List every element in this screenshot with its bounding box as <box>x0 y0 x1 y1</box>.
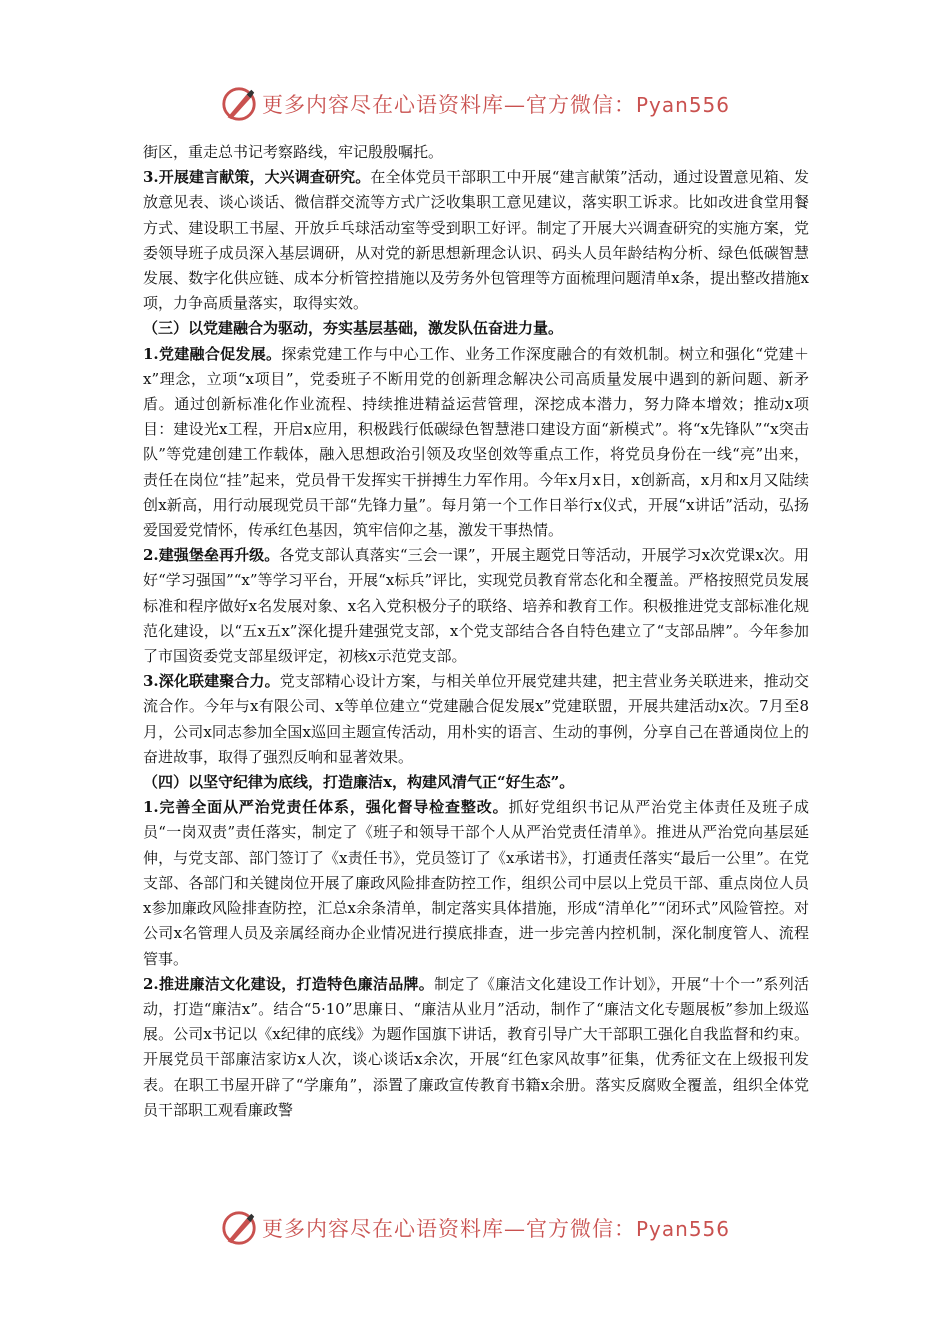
paragraph: 3.深化联建聚合力。党支部精心设计方案，与相关单位开展党建共建，把主营业务关联进来，推动交流合作。今年与x有限公司、x等单位建立“党建融合促发展x”党建联盟，开展共建活动x次。7月至8月，公司x同志参加全国x巡回主题宣传活动，用朴实的语言、生动的事例，分享自己在普通岗位上的奋进故事，取得了强烈反响和显著效果。 <box>143 672 809 766</box>
document-body <box>143 140 809 1123</box>
paragraph: 1.党建融合促发展。探索党建工作与中心工作、业务工作深度融合的有效机制。树立和强化“党建＋x”理念，立项“x项目”，党委班子不断用党的创新理念解决公司高质量发展中遇到的新问题、新矛盾。通过创新标准化作业流程、持续推进精益运营管理，深挖成本潜力，努力降本增效；推动x项目：建设光x工程，开启x应用，积极践行低碳绿色智慧港口建设方面“新模式”。将“x先锋队”“x突击队”等党建创建工作载体，融入思想政治引领及攻坚创效等重点工作，将党员身份在一线“亮”出来，责任在岗位“挂”起来，党员骨干发挥实干拼搏生力军作用。今年x月x日，x创新高，x月和x月又陆续创x新高，用行动展现党员干部“先锋力量”。每月第一个工作日举行x仪式，开展“x讲话”活动，弘扬爱国爱党情怀，传承红色基因，筑牢信仰之基，激发干事热情。 <box>143 344 809 540</box>
banner-text: 更多内容尽在心语资料库—官方微信：Pyan556 <box>261 93 730 117</box>
pen-logo-icon <box>220 85 258 123</box>
section-heading: （三）以党建融合为驱动，夯实基层基础，激发队伍奋进力量。 <box>143 319 564 338</box>
footer-watermark-banner <box>0 1208 950 1248</box>
paragraph: 2.推进廉洁文化建设，打造特色廉洁品牌。制定了《廉洁文化建设工作计划》，开展“十个一”系列活动，打造“廉洁x”。结合“5·10”思廉日、“廉洁从业月”活动，制作了“廉洁文化专题展板”参加上级巡展。公司x书记以《x纪律的底线》为题作国旗下讲话，教育引导广大干部职工强化自我监督和约束。开展党员干部廉洁家访x人次，谈心谈话x余次，开展“红色家风故事”征集，优秀征文在上级报刊发表。在职工书屋开辟了“学廉角”，添置了廉政宣传教育书籍x余册。落实反腐败全覆盖，组织全体党员干部职工观看廉政警 <box>143 974 809 1119</box>
section-heading: （四）以坚守纪律为底线，打造廉洁x，构建风清气正“好生态”。 <box>143 773 575 792</box>
paragraph: 2.建强堡垒再升级。各党支部认真落实“三会一课”，开展主题党日等活动，开展学习x次党课x次。用好“学习强国”“x”等学习平台，开展“x标兵”评比，实现党员教育常态化和全覆盖。严格按照党员发展标准和程序做好x名发展对象、x名入党积极分子的联络、培养和教育工作。积极推进党支部标准化规范化建设，以“五x五x”深化提升建强党支部，x个党支部结合各自特色建立了“支部品牌”。今年参加了市国资委党支部星级评定，初核x示范党支部。 <box>143 546 809 666</box>
paragraph: 3.开展建言献策，大兴调查研究。在全体党员干部职工中开展“建言献策”活动，通过设置意见箱、发放意见表、谈心谈话、微信群交流等方式广泛收集职工意见建议，落实职工诉求。比如改进食堂用餐方式、建设职工书屋、开放乒乓球活动室等受到职工好评。制定了开展大兴调查研究的实施方案，党委领导班子成员深入基层调研，从对党的新思想新理念认识、码头人员年龄结构分析、绿色低碳智慧发展、数字化供应链、成本分析管控措施以及劳务外包管理等方面梳理问题清单x条，提出整改措施x项，力争高质量落实，取得实效。 <box>143 168 810 313</box>
header-watermark-banner <box>0 84 950 124</box>
banner-text: 更多内容尽在心语资料库—官方微信：Pyan556 <box>261 1217 730 1241</box>
paragraph: 1.完善全面从严治党责任体系，强化督导检查整改。抓好党组织书记从严治党主体责任及班子成员“一岗双责”责任落实，制定了《班子和领导干部个人从严治党责任清单》。推进从严治党向基层延伸，与党支部、部门签订了《x责任书》，党员签订了《x承诺书》，打通责任落实“最后一公里”。在党支部、各部门和关键岗位开展了廉政风险排查防控工作，组织公司中层以上党员干部、重点岗位人员x参加廉政风险排查防控，汇总x余条清单，制定落实具体措施，形成“清单化”“闭环式”风险管控。对公司x名管理人员及亲属经商办企业情况进行摸底排查，进一步完善内控机制，深化制度管人、流程管事。 <box>143 798 809 968</box>
pen-logo-icon <box>220 1209 258 1247</box>
paragraph: 街区，重走总书记考察路线，牢记殷殷嘱托。 <box>143 143 444 161</box>
